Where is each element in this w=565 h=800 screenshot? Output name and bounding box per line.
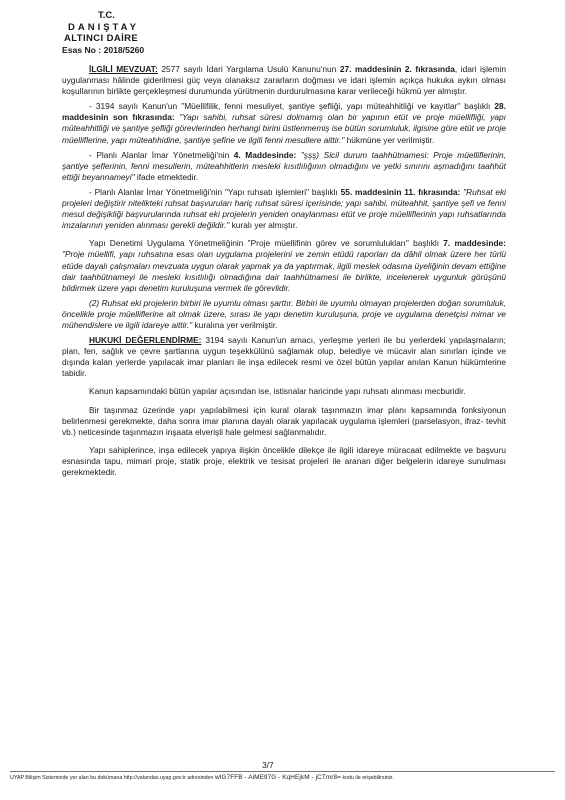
page-number: 3/7 xyxy=(262,760,274,770)
verification-code: wIG7FFB - AiME97G - KqHEjkM - jCTmr8= xyxy=(214,774,341,781)
header-court-name: DANIŞTAY xyxy=(68,21,139,33)
quoted-provision: (2) Ruhsat eki projelerin birbiri ile uyumlu olması şarttır. Birbiri ile uyumlu olmayan projelerden doğan sorumluluk, öncelikle proje müelliflerine ait olmak üzere, sırası ile yapı denetim kuruluşuna, proje ve uygulama denetçisi mimar ve mühendislere ve ilgili idareye aittir." xyxy=(62,297,506,330)
paragraph-law-3194-article-28 xyxy=(62,101,506,145)
quoted-provision: "Ruhsat eki projeleri değiştirir nitelikteki ruhsat başvuruları hariç ruhsat süresi içerisinde; yapı sahibi, müteahhit, şantiye şefi ve fenni mesul değişikliği başvurularında ruhsat eki projelerin yeniden onaylanması etüt ve proje müelliflerinin yapı ruhsatlarında imzalarının yeniden alınması gerekli değildir." xyxy=(62,186,506,231)
header-tc: T.C. xyxy=(98,10,115,21)
paragraph-text: kuralı yer almıştır. xyxy=(229,220,298,231)
header-chamber: ALTINCI DAİRE xyxy=(64,33,139,44)
paragraph-text: - Planlı Alanlar İmar Yönetmeliği'nin xyxy=(89,149,234,160)
quoted-provision: "şşş) Sicil durum taahhütnamesi: Proje müelliflerinin, şantiye şeflerinin, fenni mesullerin, müteahhitlerin mesleki kısıtlılığının olmadığını ve yetki sınırını aşmadığını taahhüt ettiği beyannameyi" xyxy=(62,149,506,182)
footer-divider xyxy=(10,771,555,772)
header-case-number xyxy=(62,45,144,57)
legal-reference: 28. maddesinin son fıkrasında: xyxy=(62,101,506,123)
legal-reference: 4. Maddesinde: xyxy=(233,149,297,160)
paragraph-text: Bir taşınmaz üzerinde yapı yapılabilmesi için kural olarak taşınmazın imar planı kapsamında fonksiyonun belirlenmesi gerekmekte, daha sonra imar planına dayalı olarak yapılacak uygulama işlemleri (parselasyon, ifraz- tevhit vb.) neticesinde taşınmazın inşaata elverişli hale gelmesi sağlanmalıdır. xyxy=(62,404,506,437)
case-number-value: 2018/5260 xyxy=(103,44,145,55)
paragraph-text: Yapı Denetimi Uygulama Yönetmeliğinin "Proje müellifinin görev ve sorumlulukları" başlıklı xyxy=(89,238,444,249)
paragraph-regulation-article-55 xyxy=(62,187,506,231)
paragraph-text: hükmüne yer verilmiştir. xyxy=(344,134,435,145)
footer-text-after: kodu ile erişebilirsiniz. xyxy=(342,775,394,781)
paragraph-text: Kanun kapsamındaki bütün yapılar açısından ise, istisnalar haricinde yapı ruhsatı alınması mecburidir. xyxy=(89,386,466,397)
paragraph-text: kuralına yer verilmiştir. xyxy=(192,319,278,330)
paragraph-relevant-legislation xyxy=(62,64,506,97)
document-footer xyxy=(10,774,555,782)
paragraph-text: - 3194 sayılı Kanun'un "Müellifilik, fenni mesuliyet, şantiye şefliği, yapı müteahhitliği ve kayıtlar" başlıklı xyxy=(89,101,495,112)
paragraph-inspection-regulation-clause-2 xyxy=(62,298,506,331)
section-label-relevant-legislation: İLGİLİ MEVZUAT: xyxy=(89,64,158,74)
quoted-provision: "Proje müellifi, yapı ruhsatına esas olan uygulama projelerini ve zemin etüdü raporları da dâhil olmak üzere her türlü etüde dayalı çalışmaları mevzuata uygun olarak yapmak ya da yaptırmak, ilgili meslek odasına üyeliğinin devam ettiğine dair taahhütnameyi ile mesleki kısıtlılığı olmadığına dair taahhütnamesi ile birlikte, incelenerek uygunluk görüşünü bildirmek üzere yapı denetim kuruluşuna vermek ile görevlidir. xyxy=(62,249,506,293)
paragraph-legal-assessment xyxy=(62,335,506,379)
paragraph-building-permit-requirement xyxy=(62,386,506,397)
paragraph-inspection-regulation-article-7 xyxy=(62,238,506,293)
paragraph-text: , idari işlemin uygulanması hâlinde giderilmesi güç veya olanaksız zararların doğması ve idari işlemin açıkça hukuka aykırı olması koşullarının birlikte gerçekleşmesi durumunda yürütmenin durdurulmasına karar verileceği hükmü yer almıştır. xyxy=(62,64,507,97)
paragraph-zoning-plan xyxy=(62,405,506,438)
legal-reference: 55. maddesinin 11. fıkrasında: xyxy=(340,186,461,197)
paragraph-text: 2577 sayılı İdari Yargılama Usulü Kanunu'nun xyxy=(157,64,340,74)
paragraph-text: - Planlı Alanlar İmar Yönetmeliği'nin "Yapı ruhsatı işlemleri" başlıklı xyxy=(89,186,341,197)
paragraph-regulation-article-4 xyxy=(62,150,506,183)
quoted-provision: "Yapı sahibi, ruhsat süresi dolmamış olan bir yapının etüt ve proje müellifliği, yapı müteahhitliği ve şantiye şefliği görevlerinden herhangi birini üstlenmemiş ise bütün sorumluluk, ilgisine göre etüt ve proje müelliflerine, yapı müteahhidine, şantiye şefine ve ilgili fenni mesullere aittir." xyxy=(62,112,507,145)
section-label-legal-assessment: HUKUKİ DEĞERLENDİRME: xyxy=(89,335,202,346)
paragraph-text: 3194 sayılı Kanun'un amacı, yerleşme yerleri ile bu yerlerdeki yapılaşmaların; plan, fen, sağlık ve çevre şartlarına uygun teşekkülünü sağlamak olup, belediye ve mücavir alan sınırları içinde ve dışında kalan yerlerde yapılacak imar planları ile inşa edilecek resmi ve özel bütün yapılar anılan Kanun hükümlerine tabidir. xyxy=(62,335,506,379)
paragraph-application-procedure xyxy=(62,445,506,478)
document-header xyxy=(62,10,144,56)
paragraph-text: ifade etmektedir. xyxy=(134,171,199,182)
legal-reference: 27. maddesinin 2. fıkrasında xyxy=(339,64,455,74)
legal-reference: 7. maddesinde: xyxy=(443,238,506,249)
case-number-label: Esas No : xyxy=(62,44,102,55)
document-body xyxy=(62,64,506,478)
footer-text-before: UYAP Bilişim Sisteminde yer alan bu dokümana http://vatandas.uyap.gov.tr adresinden xyxy=(10,775,214,781)
paragraph-text: Yapı sahiplerince, inşa edilecek yapıya ilişkin öncelikle dilekçe ile ilgili idareye müracaat edilmekte ve başvuru esnasında tapu, mimari proje, statik proje, elektrik ve tesisat projeleri ile aranan diğer belgelerin idareye sunulması gerekmektedir. xyxy=(62,444,506,477)
